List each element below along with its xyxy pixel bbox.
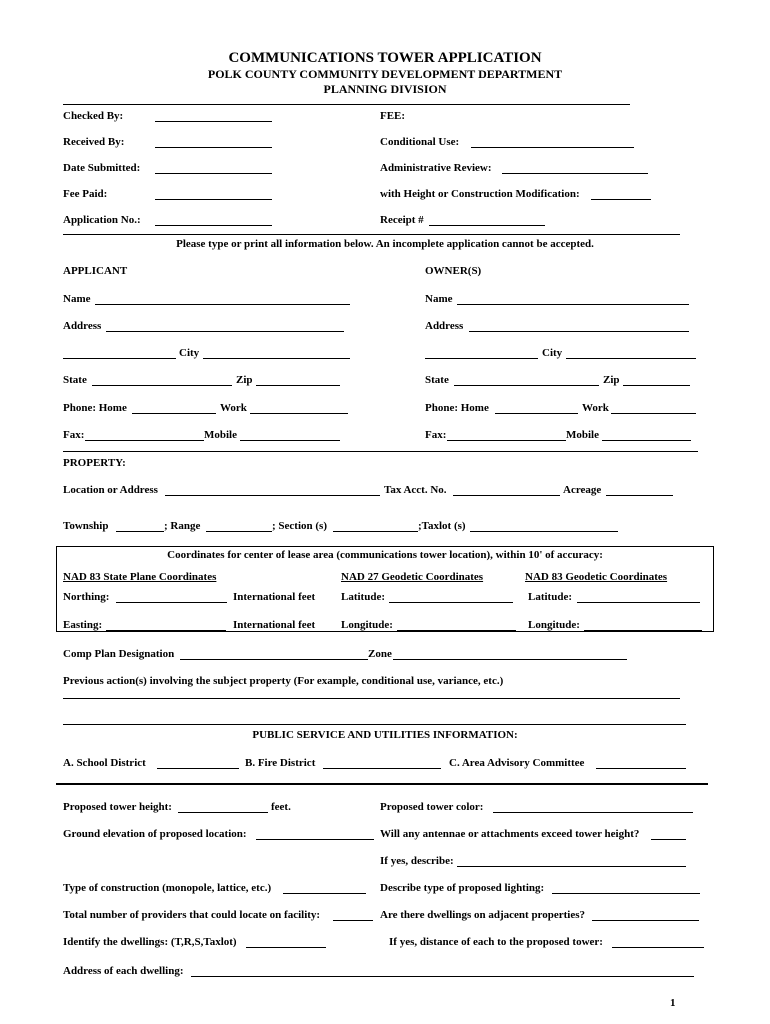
northing-label: Northing: (63, 591, 110, 603)
applicant-phone-home-field[interactable] (132, 402, 216, 414)
northing-field[interactable] (116, 591, 227, 603)
advisory-committee-field[interactable] (596, 757, 686, 769)
administrative-review-label: Administrative Review: (380, 162, 492, 174)
applicant-name-field[interactable] (95, 293, 350, 305)
owner-zip-field[interactable] (623, 374, 690, 386)
divider (56, 783, 708, 785)
ground-elevation-label: Ground elevation of proposed location: (63, 828, 247, 840)
fee-paid-label: Fee Paid: (63, 188, 108, 200)
feet-label: feet. (271, 801, 291, 813)
applicant-city-label: City (179, 347, 200, 359)
applicant-work-field[interactable] (250, 402, 348, 414)
international-feet-label: International feet (233, 591, 316, 603)
zone-label: Zone (368, 648, 392, 660)
acreage-label: Acreage (563, 484, 602, 496)
property-heading: PROPERTY: (63, 457, 126, 469)
construction-type-label: Type of construction (monopole, lattice, etc.) (63, 882, 272, 894)
received-by-field[interactable] (155, 136, 272, 148)
identify-dwellings-field[interactable] (246, 936, 326, 948)
international-feet-label: International feet (233, 619, 316, 631)
utilities-heading: PUBLIC SERVICE AND UTILITIES INFORMATION: (252, 729, 518, 741)
lighting-field[interactable] (552, 882, 700, 894)
previous-actions-label: Previous action(s) involving the subject property (For example, conditional use, variance, etc.) (63, 675, 504, 687)
owner-city-field[interactable] (566, 347, 696, 359)
school-district-field[interactable] (157, 757, 239, 769)
owner-phone-home-label: Phone: Home (425, 402, 489, 414)
describe-field[interactable] (457, 855, 686, 867)
owner-city-label: City (542, 347, 563, 359)
administrative-review-field[interactable] (502, 162, 648, 174)
instructions: Please type or print all information below. An incomplete application cannot be accepted. (176, 238, 594, 250)
if-yes-describe-label: If yes, describe: (380, 855, 454, 867)
applicant-fax-field[interactable] (85, 429, 204, 441)
state-plane-heading: NAD 83 State Plane Coordinates (63, 571, 217, 583)
owner-phone-home-field[interactable] (495, 402, 578, 414)
receipt-field[interactable] (429, 214, 545, 226)
owner-state-field[interactable] (454, 374, 599, 386)
owner-name-label: Name (425, 293, 453, 305)
antennae-question-label: Will any antennae or attachments exceed tower height? (380, 828, 640, 840)
tower-color-label: Proposed tower color: (380, 801, 484, 813)
address-each-dwelling-label: Address of each dwelling: (63, 965, 184, 977)
nad27-longitude-field[interactable] (397, 619, 516, 631)
township-label: Township (63, 520, 109, 532)
section-field[interactable] (333, 520, 418, 532)
owner-name-field[interactable] (457, 293, 689, 305)
comp-plan-field[interactable] (180, 648, 368, 660)
section-label: ; Section (s) (272, 520, 327, 532)
taxlot-label: ;Taxlot (s) (418, 520, 466, 532)
applicant-address-field[interactable] (106, 320, 344, 332)
nad83-latitude-field[interactable] (577, 591, 700, 603)
dwellings-answer-field[interactable] (592, 909, 699, 921)
range-label: ; Range (164, 520, 201, 532)
tower-height-label: Proposed tower height: (63, 801, 172, 813)
previous-actions-line1[interactable] (63, 687, 680, 699)
checked-by-field[interactable] (155, 110, 272, 122)
owner-heading: OWNER(S) (425, 265, 482, 277)
range-field[interactable] (206, 520, 272, 532)
coordinates-heading: Coordinates for center of lease area (communications tower location), within 10' of accuracy: (167, 549, 603, 561)
applicant-state-field[interactable] (92, 374, 232, 386)
applicant-phone-home-label: Phone: Home (63, 402, 127, 414)
school-district-label: A. School District (63, 757, 146, 769)
owner-fax-label: Fax: (425, 429, 447, 441)
applicant-address-line2[interactable] (63, 347, 176, 359)
nad83-latitude-label: Latitude: (528, 591, 572, 603)
applicant-zip-label: Zip (236, 374, 253, 386)
nad83-longitude-label: Longitude: (528, 619, 580, 631)
advisory-committee-label: C. Area Advisory Committee (449, 757, 585, 769)
division-name: PLANNING DIVISION (323, 82, 447, 96)
lighting-label: Describe type of proposed lighting: (380, 882, 545, 894)
application-no-label: Application No.: (63, 214, 141, 226)
receipt-label: Receipt # (380, 214, 424, 226)
page-number: 1 (670, 997, 676, 1009)
township-field[interactable] (116, 520, 164, 532)
previous-actions-line2[interactable] (63, 713, 686, 725)
identify-dwellings-label: Identify the dwellings: (T,R,S,Taxlot) (63, 936, 237, 948)
distance-label: If yes, distance of each to the proposed tower: (389, 936, 603, 948)
taxlot-field[interactable] (470, 520, 618, 532)
applicant-mobile-label: Mobile (204, 429, 237, 441)
applicant-work-label: Work (220, 402, 247, 414)
applicant-fax-label: Fax: (63, 429, 85, 441)
owner-state-label: State (425, 374, 449, 386)
applicant-city-field[interactable] (203, 347, 350, 359)
nad27-latitude-field[interactable] (389, 591, 513, 603)
page-title: COMMUNICATIONS TOWER APPLICATION (228, 50, 542, 66)
zone-field[interactable] (393, 648, 627, 660)
applicant-address-label: Address (63, 320, 102, 332)
conditional-use-field[interactable] (471, 136, 634, 148)
nad27-longitude-label: Longitude: (341, 619, 393, 631)
divider (63, 104, 630, 105)
owner-mobile-field[interactable] (602, 429, 691, 441)
dwellings-question-label: Are there dwellings on adjacent properties? (380, 909, 586, 921)
easting-label: Easting: (63, 619, 103, 631)
tax-acct-label: Tax Acct. No. (384, 484, 447, 496)
nad27-heading: NAD 27 Geodetic Coordinates (341, 571, 484, 583)
owner-zip-label: Zip (603, 374, 620, 386)
nad83-longitude-field[interactable] (584, 619, 702, 631)
checked-by-label: Checked By: (63, 110, 124, 122)
received-by-label: Received By: (63, 136, 125, 148)
owner-work-label: Work (582, 402, 609, 414)
conditional-use-label: Conditional Use: (380, 136, 460, 148)
location-field[interactable] (165, 484, 380, 496)
tower-color-field[interactable] (493, 801, 693, 813)
owner-mobile-label: Mobile (566, 429, 599, 441)
fire-district-field[interactable] (323, 757, 441, 769)
fire-district-label: B. Fire District (245, 757, 316, 769)
comp-plan-label: Comp Plan Designation (63, 648, 175, 660)
owner-address-field[interactable] (469, 320, 689, 332)
providers-label: Total number of providers that could locate on facility: (63, 909, 321, 921)
tax-acct-field[interactable] (453, 484, 560, 496)
application-no-field[interactable] (155, 214, 272, 226)
divider (63, 234, 680, 235)
owner-fax-field[interactable] (447, 429, 566, 441)
providers-field[interactable] (333, 909, 373, 921)
owner-address-line2[interactable] (425, 347, 538, 359)
height-modification-field[interactable] (591, 188, 651, 200)
nad27-latitude-label: Latitude: (341, 591, 385, 603)
nad83-geodetic-heading: NAD 83 Geodetic Coordinates (525, 571, 668, 583)
department-name: POLK COUNTY COMMUNITY DEVELOPMENT DEPARTMENT (207, 67, 563, 81)
construction-type-field[interactable] (283, 882, 366, 894)
acreage-field[interactable] (606, 484, 673, 496)
date-submitted-field[interactable] (155, 162, 272, 174)
address-each-dwelling-field[interactable] (191, 965, 694, 977)
applicant-state-label: State (63, 374, 87, 386)
fee-label: FEE: (380, 110, 406, 122)
divider (63, 451, 698, 452)
fee-paid-field[interactable] (155, 188, 272, 200)
tower-height-field[interactable] (178, 801, 268, 813)
owner-address-label: Address (425, 320, 464, 332)
ground-elevation-field[interactable] (256, 828, 374, 840)
applicant-heading: APPLICANT (63, 265, 128, 277)
easting-field[interactable] (106, 619, 226, 631)
applicant-mobile-field[interactable] (240, 429, 340, 441)
location-label: Location or Address (63, 484, 158, 496)
owner-work-field[interactable] (611, 402, 696, 414)
distance-field[interactable] (612, 936, 704, 948)
antennae-answer-field[interactable] (651, 828, 686, 840)
applicant-name-label: Name (63, 293, 91, 305)
applicant-zip-field[interactable] (256, 374, 340, 386)
date-submitted-label: Date Submitted: (63, 162, 141, 174)
height-modification-label: with Height or Construction Modification: (380, 188, 580, 200)
